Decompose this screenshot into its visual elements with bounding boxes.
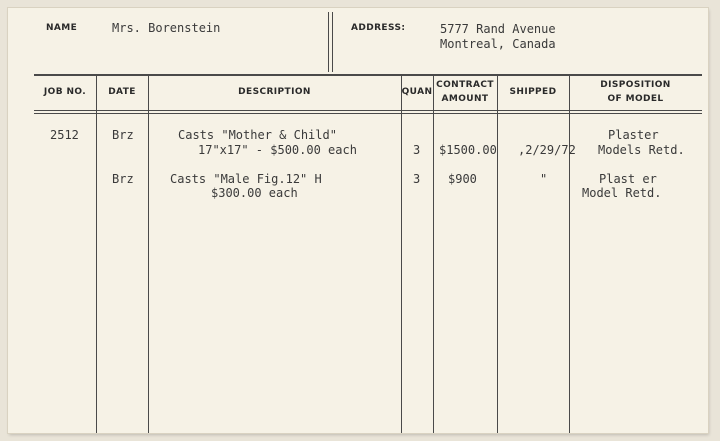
col-header-shipped: SHIPPED (509, 87, 557, 97)
header-divider-right (332, 12, 333, 72)
name-value: Mrs. Borenstein (112, 21, 221, 35)
col-header-quan: QUAN (401, 87, 433, 97)
col-divider-amount (497, 76, 498, 433)
col-divider-job (96, 76, 97, 433)
row-1-quan: 3 (413, 143, 421, 157)
col-header-date: DATE (108, 87, 136, 97)
row-1-description-2: 17"x17" - $500.00 each (198, 143, 357, 157)
row-1-date: Brz (112, 128, 134, 142)
col-divider-desc (401, 76, 402, 433)
col-header-description: DESCRIPTION (238, 87, 311, 97)
row-2-disposition-1: Plast er (599, 172, 657, 186)
row-2-date: Brz (112, 172, 134, 186)
row-2-shipped: " (540, 172, 548, 186)
col-header-job-no: JOB NO. (43, 87, 87, 97)
table-header-rule-2 (34, 113, 702, 114)
row-2-description-2: $300.00 each (211, 186, 298, 200)
table-header-rule (34, 110, 702, 111)
header-divider (328, 12, 329, 72)
row-1-disposition-1: Plaster (608, 128, 659, 142)
row-1-description-1: Casts "Mother & Child" (178, 128, 337, 142)
col-divider-shipped (569, 76, 570, 433)
record-card (8, 8, 708, 433)
name-label: NAME (46, 23, 78, 33)
address-label: ADDRESS: (351, 23, 406, 33)
address-line-1: 5777 Rand Avenue (440, 22, 556, 36)
col-divider-date (148, 76, 149, 433)
table-top-rule (34, 74, 702, 76)
row-1-disposition-2: Models Retd. (598, 143, 685, 157)
address-line-2: Montreal, Canada (440, 37, 556, 51)
row-2-disposition-2: Model Retd. (582, 186, 662, 200)
col-header-amount: AMOUNT (441, 94, 489, 104)
row-1-amount: $1500.00 (439, 143, 497, 157)
col-header-of-model: OF MODEL (607, 94, 664, 104)
col-divider-quan (433, 76, 434, 433)
row-2-quan: 3 (413, 172, 421, 186)
row-1-shipped: ,2/29/72 (518, 143, 576, 157)
row-2-description-1: Casts "Male Fig.12" H (170, 172, 322, 186)
col-header-contract: CONTRACT (436, 80, 494, 90)
col-header-disposition: DISPOSITION (600, 80, 671, 90)
row-2-amount: $900 (448, 172, 477, 186)
row-1-job-no: 2512 (50, 128, 79, 142)
